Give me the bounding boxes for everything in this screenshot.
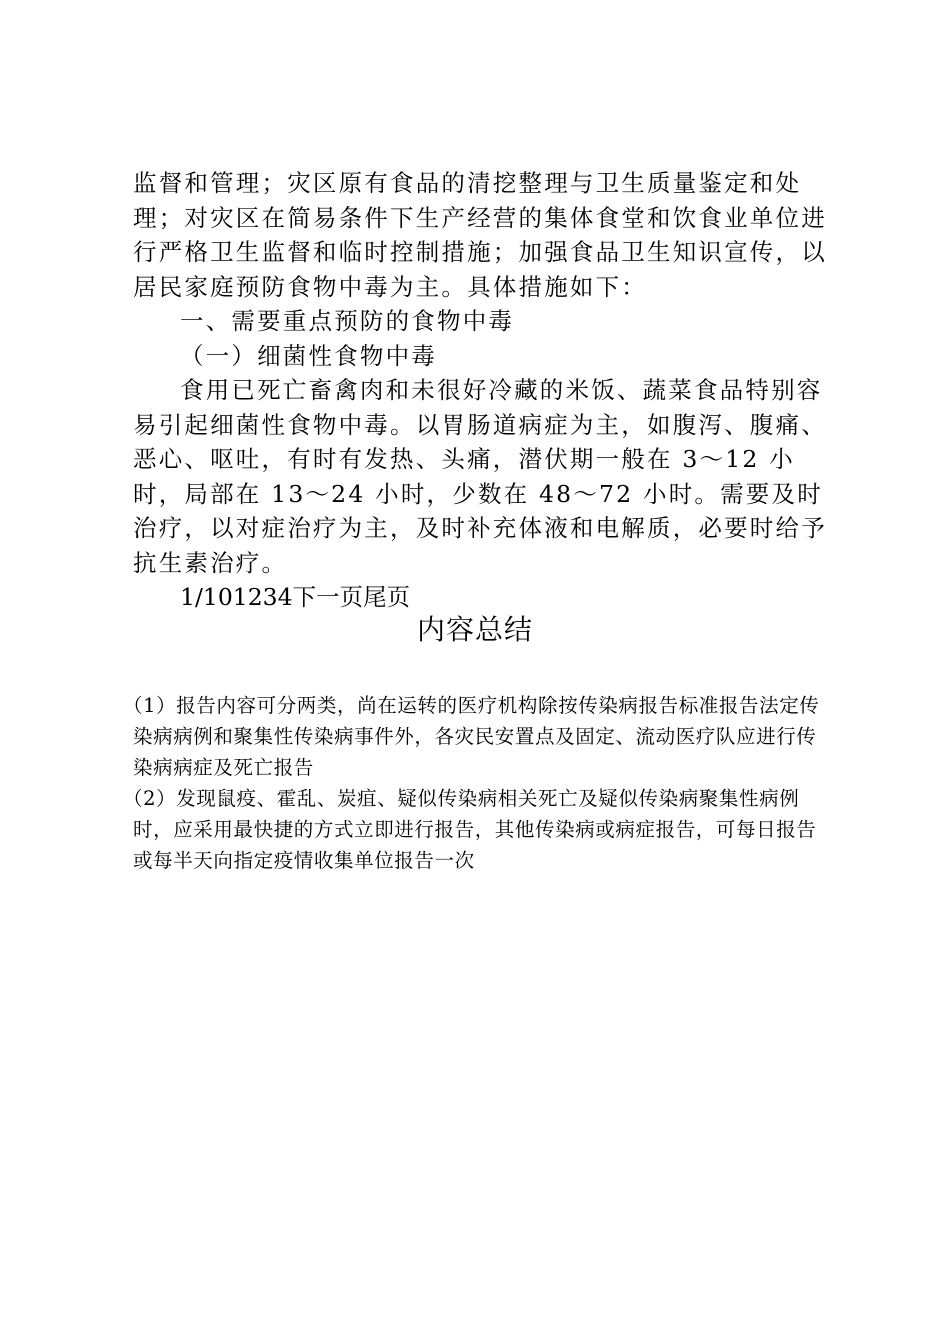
next-page-link[interactable]: 下一页	[292, 583, 364, 611]
summary-item: （2）发现鼠疫、霍乱、炭疽、疑似传染病相关死亡及疑似传染病聚集性病例时，应采用最快捷的方式立即进行报告，其他传染病或病症报告，可每日报告或每半天向指定疫情收集单位报告一次	[123, 787, 817, 872]
document-body	[133, 166, 833, 615]
page-number-links[interactable]: 1234	[232, 583, 293, 611]
summary-item: （1）报告内容可分两类，尚在运转的医疗机构除按传染病报告标准报告法定传染病病例和聚集性传染病事件外，各灾民安置点及固定、流动医疗队应进行传染病病症及死亡报告	[123, 694, 820, 779]
last-page-link[interactable]: 尾页	[363, 583, 411, 611]
page-position: 1/10	[180, 583, 233, 611]
paragraph-measures: 监督和管理；灾区原有食品的清挖整理与卫生质量鉴定和处理；对灾区在简易条件下生产经营的集体食堂和饮食业单位进行严格卫生监督和临时控制措施；加强食品卫生知识宣传，以居民家庭预防食物中毒为主。具体措施如下：	[133, 169, 827, 301]
paragraph-bacterial-poisoning: 食用已死亡畜禽肉和未很好冷藏的米饭、蔬菜食品特别容易引起细菌性食物中毒。以胃肠道病症为主，如腹泻、腹痛、恶心、呕吐，有时有发热、头痛，潜伏期一般在 3～12 小时，局部在 13～24 小时，少数在 48～72 小时。需要及时治疗，以对症治疗为主，及时补充体液和电解质，必要时给予抗生素治疗。	[133, 376, 827, 577]
section-heading: 一、需要重点预防的食物中毒	[180, 307, 515, 335]
subsection-heading: （一）细菌性食物中毒	[180, 341, 437, 370]
summary-body	[123, 690, 833, 876]
summary-title: 内容总结	[416, 613, 533, 646]
